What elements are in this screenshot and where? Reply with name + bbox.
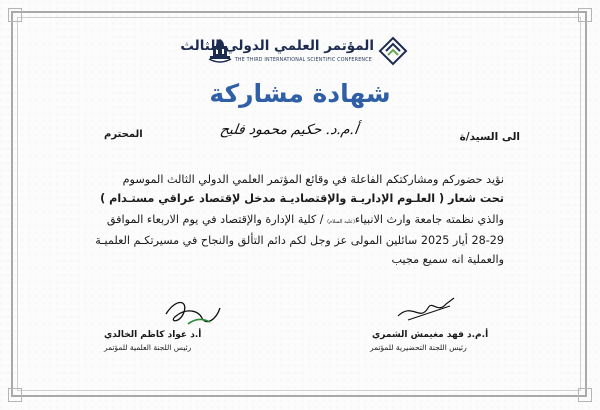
left-signatory-title: رئيس اللجنة العلمية للمؤتمر <box>104 343 192 352</box>
body-line-3-a: والذي نظمته جامعة وارث الانبياء <box>354 213 504 226</box>
body-line-5: والعملية انه سميع مجيب <box>391 253 504 266</box>
honorific-note: (عليه السلام) <box>327 219 355 225</box>
honorific-label: المحترم <box>104 129 143 140</box>
body-line-3-b: / كلية الإدارة والإقتصاد في يوم الاربعاء الموافق <box>106 213 328 226</box>
right-signature-drawing <box>392 292 462 328</box>
body-line-4: 28-29 أيار 2025 سائلين المولى عز وجل لكم دائم التألق والنجاح في مسيرتكـم العلميـة <box>95 234 504 247</box>
conference-logo-icon <box>378 36 408 68</box>
left-signatory-name: أ.د عواد كاظم الخالدي <box>104 330 202 340</box>
corner-ornament <box>8 388 22 402</box>
conference-name-ar: المؤتمر العلمي الدولي الثالث <box>180 38 374 54</box>
body-line-2: تحت شعار ( العلـوم الإداريـة والإقتصاديـة مدخل لإقتصاد عراقي مستـدام ) <box>100 192 504 205</box>
body-line-3 <box>107 213 504 226</box>
left-signature-drawing <box>158 294 228 330</box>
corner-ornament <box>578 8 592 22</box>
right-signatory-name: أ.م.د فهد مغيمش الشمري <box>372 330 489 340</box>
recipient-label: الى السيد/ة <box>459 131 520 143</box>
recipient-handwritten-name: أ.م.د. حكيم محمود فليح <box>218 122 360 138</box>
corner-ornament <box>578 388 592 402</box>
certificate-title: شهادة مشاركة <box>209 79 391 108</box>
body-line-1: نؤيد حضوركم ومشاركتكم الفاعلة في وقائع المؤتمر العلمي الدولي الثالث الموسوم <box>122 173 504 186</box>
corner-ornament <box>8 8 22 22</box>
right-signatory-title: رئيس اللجنة التحضيرية للمؤتمر <box>370 343 467 352</box>
conference-header <box>180 34 412 74</box>
conference-name-en: THE THIRD INTERNATIONAL SCIENTIFIC CONFERENCE <box>234 58 372 63</box>
